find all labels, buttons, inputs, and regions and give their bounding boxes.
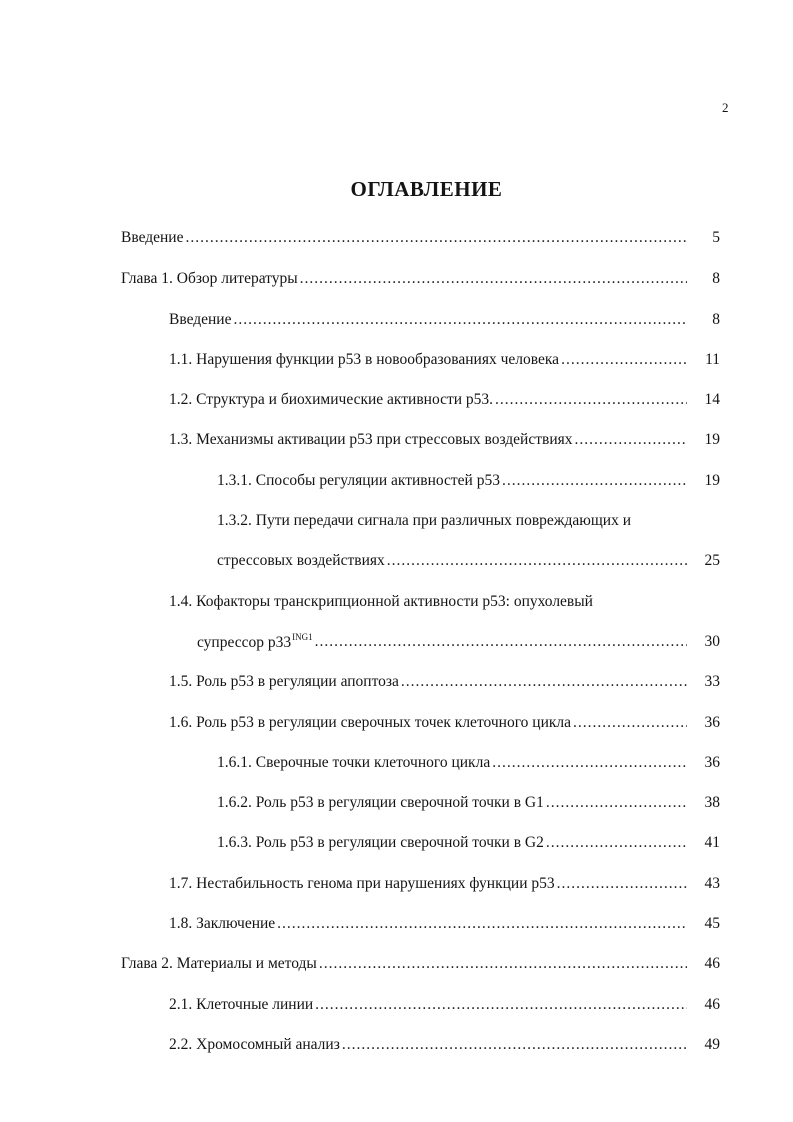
toc-entry-label: 1.6. Роль p53 в регуляции сверочных точек клеточного цикла: [169, 714, 572, 731]
toc-entry-label: 1.7. Нестабильность генома при нарушениях функции p53: [169, 875, 555, 892]
toc-entry-page: 8: [712, 311, 720, 328]
dot-leader: [315, 996, 687, 1014]
toc-entry-1-8: [169, 904, 720, 944]
toc-entry-label: 1.5. Роль p53 в регуляции апоптоза: [169, 673, 399, 690]
toc-entry-1-4: [169, 582, 690, 622]
toc-entry-1-2: [169, 380, 720, 420]
toc-entry-label: 1.2. Структура и биохимические активности p53.: [169, 391, 494, 408]
toc-entry-page: 25: [704, 552, 720, 569]
toc-title: ОГЛАВЛЕНИЕ: [350, 177, 503, 201]
toc-entry-1-3: [169, 420, 720, 460]
toc-entry-label: 1.6.1. Сверочные точки клеточного цикла: [217, 754, 491, 771]
toc-entry-page: 43: [704, 875, 720, 892]
toc-entry-2-2: [169, 1025, 720, 1065]
toc-entry-page: 11: [705, 351, 720, 368]
dot-leader: [561, 351, 687, 369]
toc-entry-page: 36: [704, 754, 720, 771]
toc-entry-1-6: [169, 703, 720, 743]
toc-entry-page: 19: [704, 431, 720, 448]
dot-leader: [573, 714, 687, 732]
dot-leader: [233, 311, 687, 329]
dot-leader: [387, 552, 687, 570]
toc-entry-chapter-1: [121, 259, 720, 299]
dot-leader: [319, 955, 687, 973]
toc-entry-label: Введение: [121, 229, 184, 246]
toc-entry-page: 46: [704, 996, 720, 1013]
page-number: 2: [722, 100, 729, 115]
toc-entry-2-1: [169, 985, 720, 1025]
toc-entry-1-6-1: [217, 743, 720, 783]
toc-entry-label: 1.3. Механизмы активации p53 при стрессовых воздействиях: [169, 431, 573, 448]
toc-entry-label: 2.2. Хромосомный анализ: [169, 1036, 340, 1053]
dot-leader: [557, 875, 687, 893]
toc-entry-label: стрессовых воздействиях: [217, 552, 385, 569]
dot-leader: [546, 834, 687, 852]
toc-entry-label-text: супрессор p33: [197, 634, 292, 651]
toc-entry-label: 1.6.3. Роль p53 в регуляции сверочной точки в G2: [217, 834, 544, 851]
toc-entry-page: 41: [704, 834, 720, 851]
toc-entry-1-4-cont: [197, 622, 720, 662]
toc-entry-1-3-2-cont: [217, 541, 720, 581]
superscript: ING1: [292, 632, 313, 642]
toc-entry-page: 46: [704, 955, 720, 972]
toc-entry-label: Глава 1. Обзор литературы: [121, 270, 298, 287]
toc-entry-label: 1.6.2. Роль p53 в регуляции сверочной точки в G1: [217, 794, 544, 811]
dot-leader: [401, 673, 687, 691]
toc-entry-1-5: [169, 662, 720, 702]
toc-entry-label: 1.3.1. Способы регуляции активностей p53: [217, 472, 500, 489]
toc-entry-page: 38: [704, 794, 720, 811]
toc-entry-1-6-2: [217, 783, 720, 823]
toc-entry-label: 1.8. Заключение: [169, 915, 276, 932]
dot-leader: [502, 472, 687, 490]
dot-leader: [492, 754, 687, 772]
toc-entry-label: Глава 2. Материалы и методы: [121, 955, 317, 972]
toc-entry-chapter-2: [121, 944, 720, 984]
toc-entry-page: 5: [712, 229, 720, 246]
toc-entry-label: Введение: [169, 311, 232, 328]
toc-entry-1-3-1: [217, 461, 720, 501]
toc-entry-page: 19: [704, 472, 720, 489]
toc-entry-page: 30: [704, 633, 720, 650]
dot-leader: [277, 915, 687, 933]
dot-leader: [546, 794, 687, 812]
toc-entry-page: 45: [704, 915, 720, 932]
toc-entry-page: 8: [712, 270, 720, 287]
toc-entry-1-7: [169, 864, 720, 904]
toc-entry-page: 49: [704, 1036, 720, 1053]
toc-entry-1-3-2: [217, 501, 690, 541]
toc-entry-page: 14: [704, 391, 720, 408]
toc-entry-intro: [121, 218, 720, 258]
dot-leader: [185, 229, 687, 247]
toc-entry-page: 36: [704, 714, 720, 731]
dot-leader: [575, 431, 688, 449]
toc-entry-label: 1.4. Кофакторы транскрипционной активности p53: опухолевый: [169, 593, 593, 610]
toc-entry-1-1: [169, 340, 720, 380]
toc-entry-page: 33: [704, 673, 720, 690]
toc-entry-label: [197, 632, 313, 652]
dot-leader: [300, 270, 687, 288]
toc-entry-label: 1.1. Нарушения функции p53 в новообразованиях человека: [169, 351, 560, 368]
toc-entry-1-6-3: [217, 823, 720, 863]
toc-entry-label: 1.3.2. Пути передачи сигнала при различных повреждающих и: [217, 512, 632, 529]
dot-leader: [342, 1036, 687, 1054]
dot-leader: [495, 391, 687, 409]
dot-leader: [315, 633, 687, 651]
toc-entry-ch1-intro: [169, 300, 720, 340]
toc-entry-label: 2.1. Клеточные линии: [169, 996, 314, 1013]
